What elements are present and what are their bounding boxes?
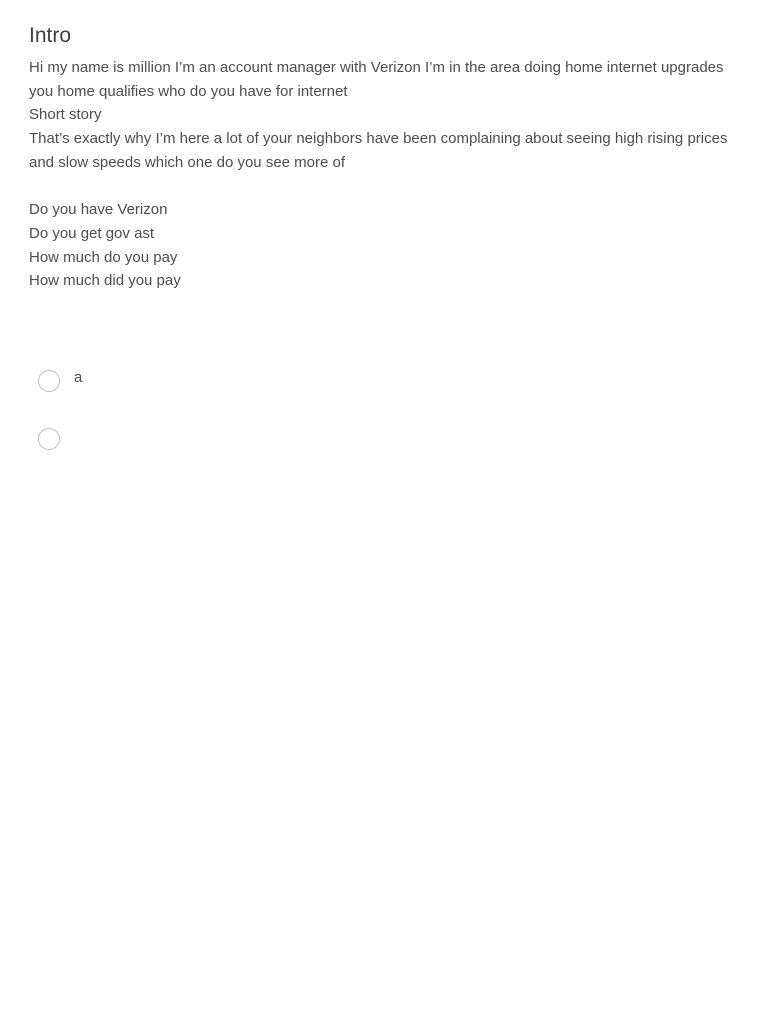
note-body[interactable] [29, 22, 744, 293]
paragraph-short-story[interactable]: Short story [29, 106, 102, 124]
question-line[interactable]: How much do you pay [29, 248, 178, 266]
question-line[interactable]: How much did you pay [29, 272, 181, 290]
blank-line [29, 175, 744, 199]
checkbox-circle-icon[interactable] [38, 370, 60, 392]
checkbox-circle-icon[interactable] [38, 428, 60, 450]
note-text[interactable] [29, 56, 744, 293]
question-line[interactable]: Do you get gov ast [29, 224, 155, 242]
checklist-item [38, 426, 274, 452]
question-line[interactable]: Do you have Verizon [29, 201, 168, 219]
note-title[interactable]: Intro [29, 24, 72, 47]
checklist-item-label[interactable] [74, 426, 274, 446]
checklist-item [38, 368, 274, 394]
paragraph-neighbors[interactable]: That’s exactly why I’m here a lot of your neighbors have been complaining about seeing high rising prices and slow speeds which one do you see more of [29, 130, 728, 171]
checklist [38, 368, 274, 484]
checklist-item-label[interactable]: a [74, 369, 83, 386]
paragraph-intro[interactable]: Hi my name is million I’m an account manager with Verizon I’m in the area doing home internet upgrades you home qualifies who do you have for internet [29, 59, 724, 100]
